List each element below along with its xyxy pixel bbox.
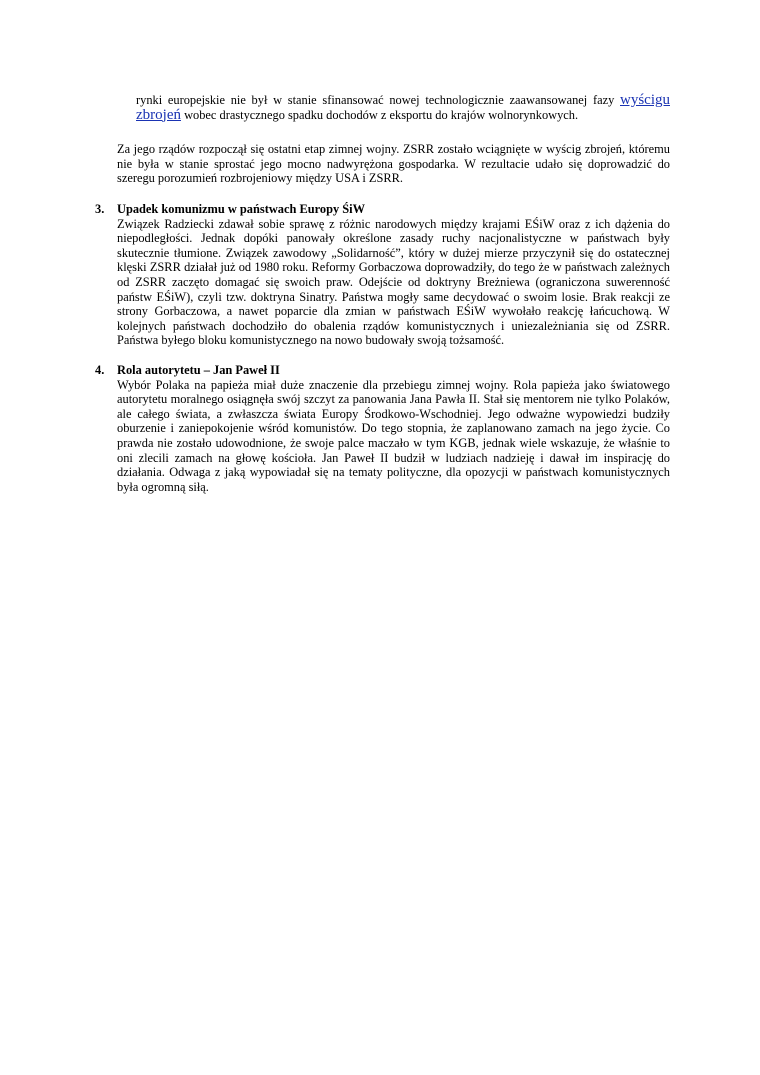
section-body: Wybór Polaka na papieża miał duże znaczenie dla przebiegu zimnej wojny. Rola papieża jako światowego autorytetu moralnego osiągnęła swój szczyt za panowania Jana Pawła II. Stał się mentorem nie tylko Polaków, ale całego świata, a zwłaszcza świata Europy Środkowo-Wschodniej. Jego odważne wypowiedzi budziły oburzenie i zaniepokojenie wśród komunistów. Do tego stopnia, że zaplanowano zamach na jego życie. Co prawda nie zostało udowodnione, że swoje palce maczało w tym KGB, jednak wiele wskazuje, że właśnie to oni zlecili zamach na głowę kościoła. Jan Paweł II budził w ludziach nadzieję i dawał im inspirację do działania. Odwaga z jaką wypowiadał się na tematy polityczne, dla opozycji w państwach komunistycznych była ogromną siłą. — [117, 377, 670, 494]
section-heading: Rola autorytetu – Jan Paweł II — [117, 363, 280, 377]
paragraph-cold-war-stage: Za jego rządów rozpoczął się ostatni etap zimnej wojny. ZSRR zostało wciągnięte w wyścig zbrojeń, któremu nie była w stanie sprostać jego mocno nadwyrężona gospodarka. W rezultacie udało się doprowadzić do szeregu porozumień rozbrojeniowy między USA i ZSRR. — [117, 142, 670, 186]
paragraph-continuation — [136, 93, 670, 122]
section-number: 4. — [95, 363, 105, 377]
paragraph-text-start: rynki europejskie nie był w stanie sfinansować nowej technologicznie zaawansowanej fazy — [136, 93, 620, 107]
paragraph-text-end: wobec drastycznego spadku dochodów z eksportu do krajów wolnorynkowych. — [180, 107, 579, 122]
arms-race-link[interactable]: wyścigu zbrojeń — [136, 92, 670, 123]
section-heading: Upadek komunizmu w państwach Europy ŚiW — [117, 202, 365, 216]
section-number: 3. — [95, 202, 105, 216]
section-body: Związek Radziecki zdawał sobie sprawę z różnic narodowych między krajami EŚiW oraz z ich dążenia do niepodległości. Jednak dopóki panowały określone zasady ruchy nacjonalistyczne w państwach były skutecznie tłumione. Związek zawodowy „Solidarność”, który w dużej mierze przyczynił się do ostatecznej klęski ZSRR działał już od 1980 roku. Reformy Gorbaczowa doprowadziły, do tego że w państwach zależnych od ZSRR zaczęto domagać się swoich praw. Odejście od doktryny Breżniewa (ograniczona suwerenność państw EŚiW), czyli tzw. doktryna Sinatry. Państwa mogły same decydować o swoim losie. Brak reakcji ze strony Gorbaczowa, a nawet poparcie dla zmian w państwach EŚiW wywołało reakcję łańcuchową. W kolejnych państwach dochodziło do obalenia rządów komunistycznych i uniezależniania się od ZSRR. Państwa byłego bloku komunistycznego na nowo budowały swoją tożsamość. — [117, 216, 670, 348]
